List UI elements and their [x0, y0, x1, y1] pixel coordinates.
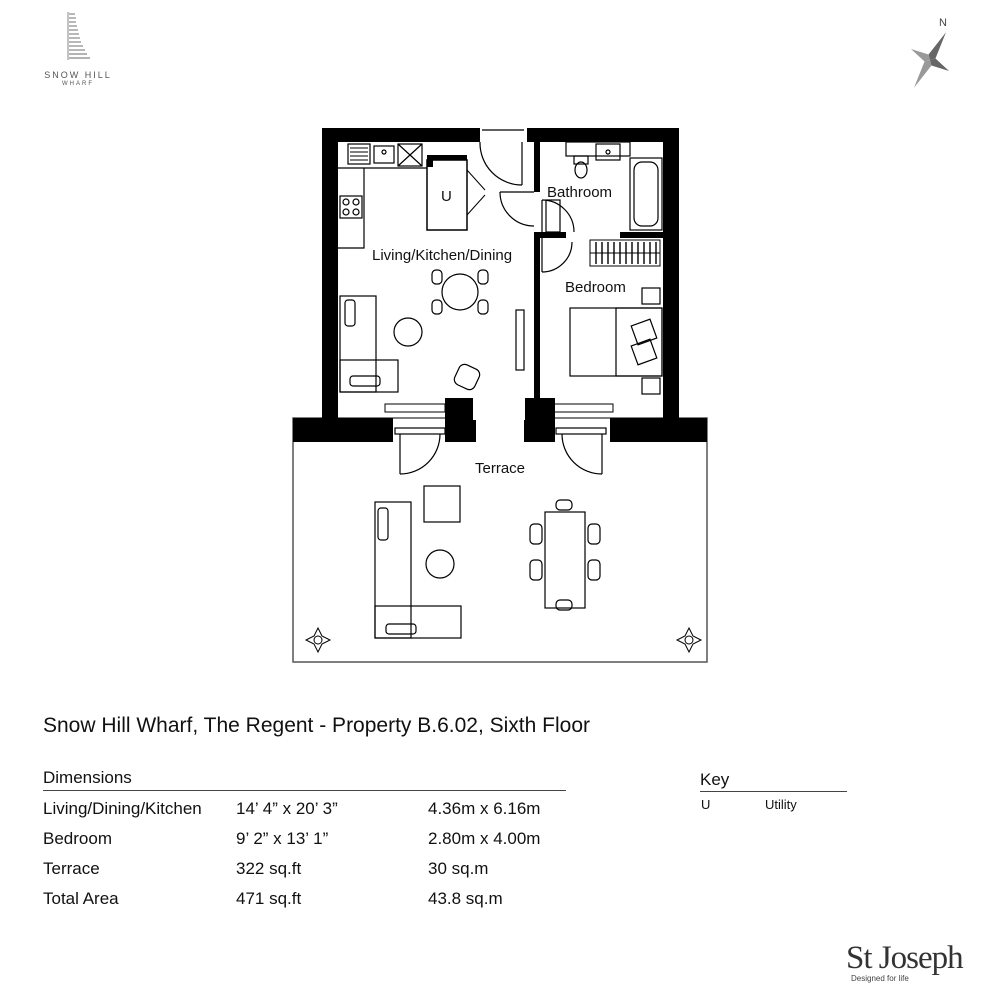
dimension-room: Terrace: [43, 859, 100, 878]
utility-doors: [467, 170, 485, 215]
key-divider: [700, 791, 847, 792]
room-label-living: Living/Kitchen/Dining: [372, 247, 513, 264]
exterior-walls: [293, 128, 707, 442]
dimension-imperial: 322 sq.ft: [236, 859, 302, 878]
brand-tagline: Designed for life: [851, 974, 909, 983]
living-furniture: [340, 270, 524, 392]
dimensions-header: Dimensions: [43, 768, 132, 787]
dimension-metric: 43.8 sq.m: [428, 889, 503, 908]
dimension-room: Total Area: [43, 889, 119, 908]
room-label-bathroom: Bathroom: [547, 184, 613, 201]
bathroom-door: [500, 192, 534, 226]
key-description: Utility: [765, 797, 797, 812]
logo-subtitle: WHARF: [62, 81, 94, 87]
dimension-room: Living/Dining/Kitchen: [43, 799, 202, 818]
logo-name: SNOW HILL: [44, 70, 112, 80]
entry-door: [480, 130, 524, 185]
plant-icon: [306, 628, 330, 652]
interior-walls: [427, 142, 663, 398]
dimension-imperial: 9’ 2” x 13’ 1”: [236, 829, 329, 848]
dimension-imperial: 14’ 4” x 20’ 3”: [236, 799, 338, 818]
property-title: Snow Hill Wharf, The Regent - Property B.6.02, Sixth Floor: [43, 714, 591, 737]
key-abbreviation: U: [701, 797, 711, 812]
room-label-bedroom: Bedroom: [565, 279, 626, 296]
bed: [570, 288, 662, 394]
compass-north-label: N: [939, 17, 947, 29]
dimension-metric: 30 sq.m: [428, 859, 489, 878]
terrace-furniture: [375, 486, 600, 638]
dimension-metric: 2.80m x 4.00m: [428, 829, 541, 848]
plant-icon: [677, 628, 701, 652]
dimension-room: Bedroom: [43, 829, 112, 848]
dimension-metric: 4.36m x 6.16m: [428, 799, 541, 818]
terrace-outline: [293, 418, 707, 662]
dimensions-divider: [43, 790, 566, 791]
dimension-imperial: 471 sq.ft: [236, 889, 302, 908]
brand-logo: St Joseph: [846, 940, 963, 976]
room-label-utility: U: [441, 188, 452, 205]
room-label-terrace: Terrace: [475, 460, 526, 477]
key-header: Key: [700, 770, 730, 789]
